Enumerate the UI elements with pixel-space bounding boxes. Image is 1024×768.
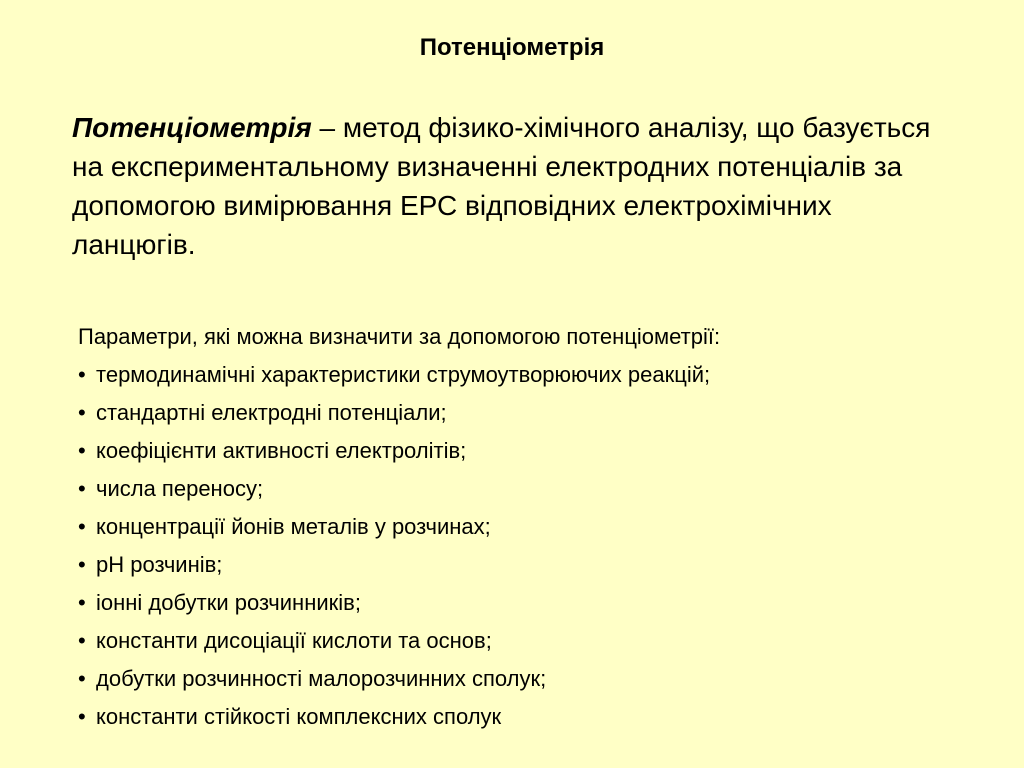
bullet-icon: • (78, 666, 86, 691)
bullet-icon: • (78, 704, 86, 729)
list-item-text: стандартні електродні потенціали; (96, 400, 447, 425)
list-item (78, 584, 958, 622)
list-item (78, 660, 958, 698)
list-item-text: коефіцієнти активності електролітів; (96, 438, 467, 463)
bullet-icon: • (78, 552, 86, 577)
list-item-text: рН розчинів; (96, 552, 223, 577)
list-item-text: добутки розчинності малорозчинних сполук; (96, 666, 547, 691)
bullet-icon: • (78, 514, 86, 539)
bullet-icon: • (78, 438, 86, 463)
list-item-text: числа переносу; (96, 476, 264, 501)
definition-text: – метод фізико-хімічного аналізу, що базується на експериментальному визначенні електродних потенціалів за допомогою вимірювання ЕРС відповідних електрохімічних ланцюгів. (72, 112, 931, 260)
list-item (78, 546, 958, 584)
bullet-icon: • (78, 628, 86, 653)
parameters-intro: Параметри, які можна визначити за допомогою потенціометрії: (78, 324, 721, 349)
list-item (78, 622, 958, 660)
list-item (78, 698, 958, 736)
bullet-icon: • (78, 476, 86, 501)
list-item-text: іонні добутки розчинників; (96, 590, 361, 615)
definition-paragraph (72, 108, 952, 264)
parameters-block (78, 318, 958, 736)
list-item (78, 470, 958, 508)
list-item-text: концентрації йонів металів у розчинах; (96, 514, 491, 539)
list-item (78, 508, 958, 546)
list-item (78, 394, 958, 432)
list-item-text: константи стійкості комплексних сполук (96, 704, 502, 729)
bullet-icon: • (78, 362, 86, 387)
bullet-icon: • (78, 400, 86, 425)
list-item-text: константи дисоціації кислоти та основ; (96, 628, 492, 653)
bullet-icon: • (78, 590, 86, 615)
list-item-text: термодинамічні характеристики струмоутворюючих реакцій; (96, 362, 711, 387)
list-item (78, 432, 958, 470)
slide-title: Потенціометрія (419, 34, 605, 61)
list-item (78, 356, 958, 394)
parameters-list (78, 356, 958, 736)
definition-term: Потенціометрія (72, 112, 312, 143)
